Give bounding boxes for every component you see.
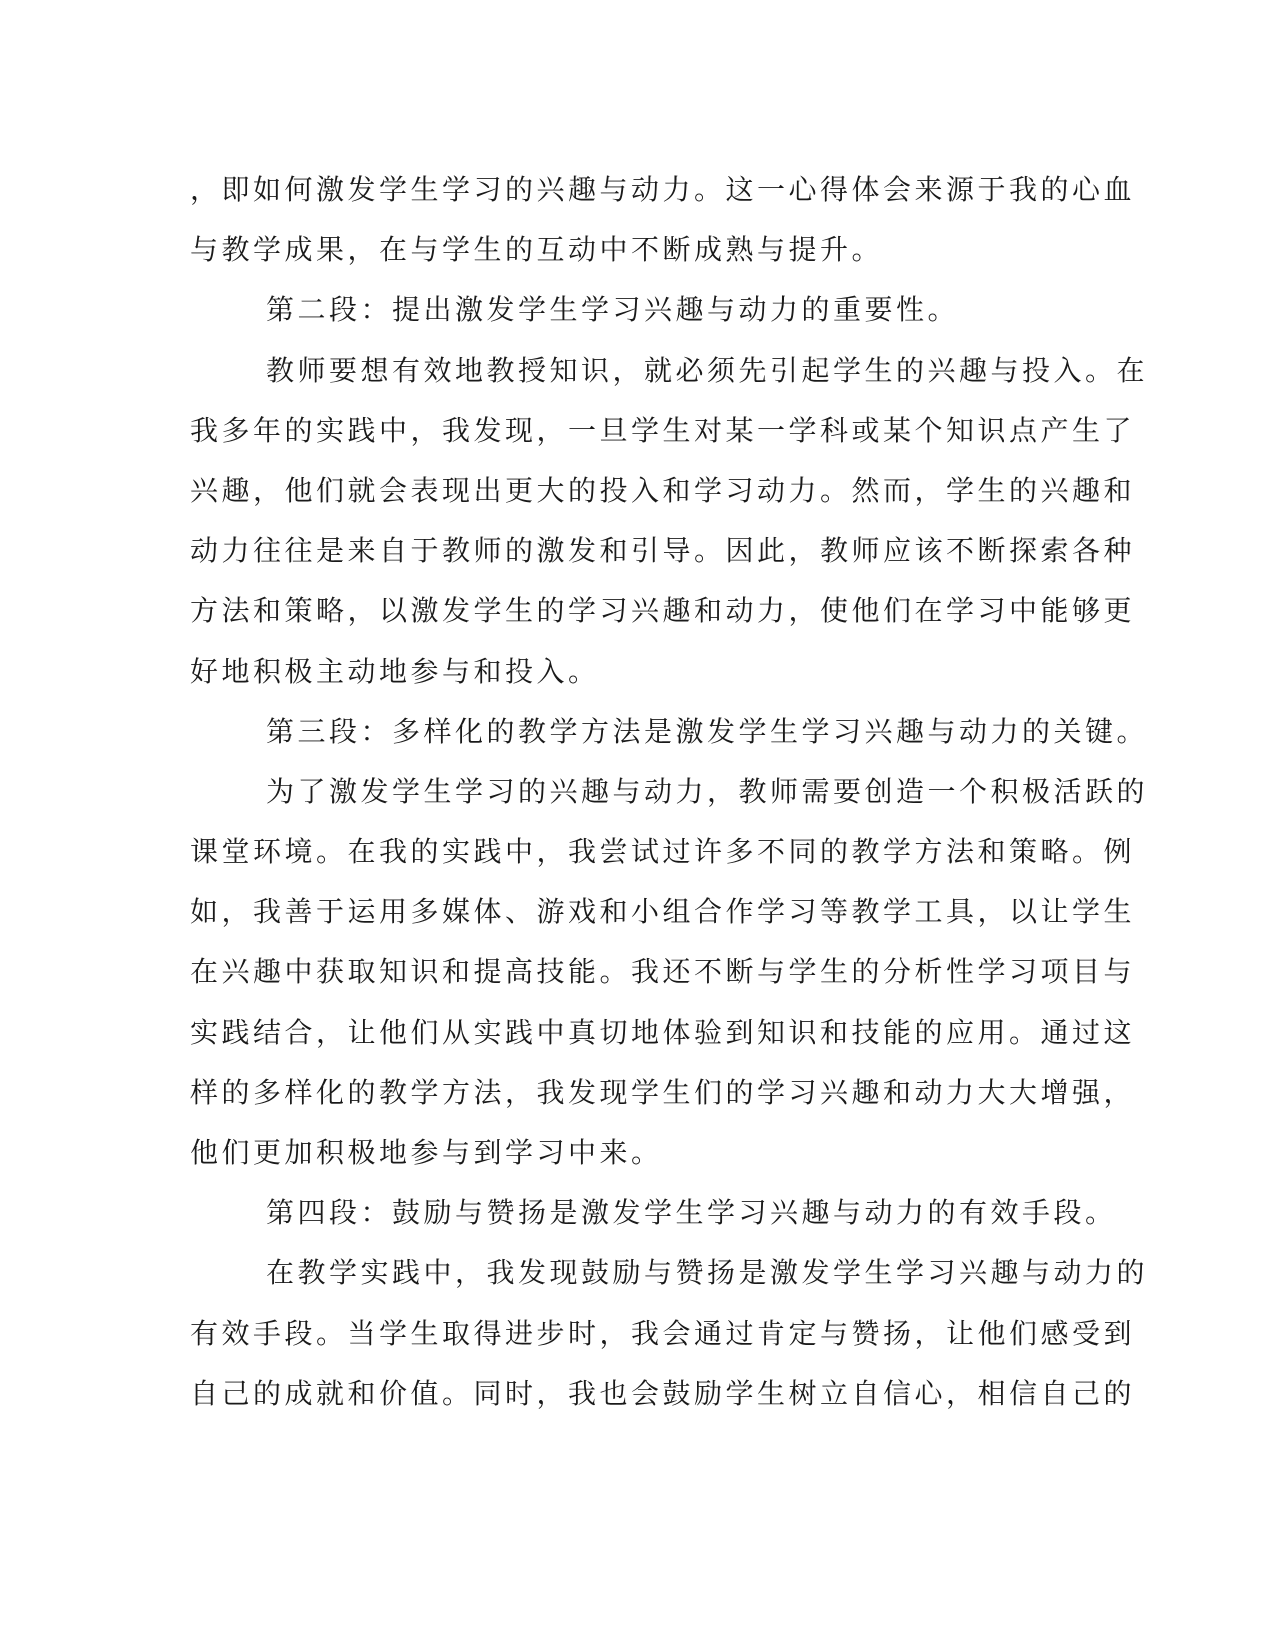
paragraph-line: ，即如何激发学生学习的兴趣与动力。这一心得体会来源于我的心血 [190,173,1136,206]
paragraph-line: 课堂环境。在我的实践中，我尝试过许多不同的教学方法和策略。例 [190,835,1136,869]
paragraph-line: 实践结合，让他们从实践中真切地体验到知识和技能的应用。通过这 [190,1015,1136,1049]
paragraph-line: 好地积极主动地参与和投入。 [190,654,600,688]
document-body [190,160,1149,1424]
section-heading: 第四段：鼓励与赞扬是激发学生学习兴趣与动力的有效手段。 [266,1196,1117,1230]
paragraph-line: 方法和策略，以激发学生的学习兴趣和动力，使他们在学习中能够更 [190,594,1136,628]
section-heading: 第三段：多样化的教学方法是激发学生学习兴趣与动力的关键。 [266,714,1149,748]
paragraph-line: 教师要想有效地教授知识，就必须先引起学生的兴趣与投入。在 [266,353,1149,387]
paragraph-line: 如，我善于运用多媒体、游戏和小组合作学习等教学工具，以让学生 [190,895,1136,929]
paragraph-line: 有效手段。当学生取得进步时，我会通过肯定与赞扬，让他们感受到 [190,1316,1136,1350]
paragraph-line: 在兴趣中获取知识和提高技能。我还不断与学生的分析性学习项目与 [190,955,1136,989]
paragraph-line: 兴趣，他们就会表现出更大的投入和学习动力。然而，学生的兴趣和 [190,473,1136,507]
section-heading: 第二段：提出激发学生学习兴趣与动力的重要性。 [266,293,960,327]
paragraph-line: 为了激发学生学习的兴趣与动力，教师需要创造一个积极活跃的 [266,774,1149,808]
paragraph-line: 他们更加积极地参与到学习中来。 [190,1136,663,1169]
paragraph-line: 在教学实践中，我发现鼓励与赞扬是激发学生学习兴趣与动力的 [266,1256,1149,1290]
paragraph-line: 与教学成果，在与学生的互动中不断成熟与提升。 [190,233,884,267]
paragraph-line: 自己的成就和价值。同时，我也会鼓励学生树立自信心，相信自己的 [190,1376,1136,1410]
paragraph-line: 样的多样化的教学方法，我发现学生们的学习兴趣和动力大大增强， [190,1075,1136,1109]
paragraph-line: 动力往往是来自于教师的激发和引导。因此，教师应该不断探索各种 [190,534,1136,568]
paragraph-line: 我多年的实践中，我发现，一旦学生对某一学科或某个知识点产生了 [190,413,1136,447]
